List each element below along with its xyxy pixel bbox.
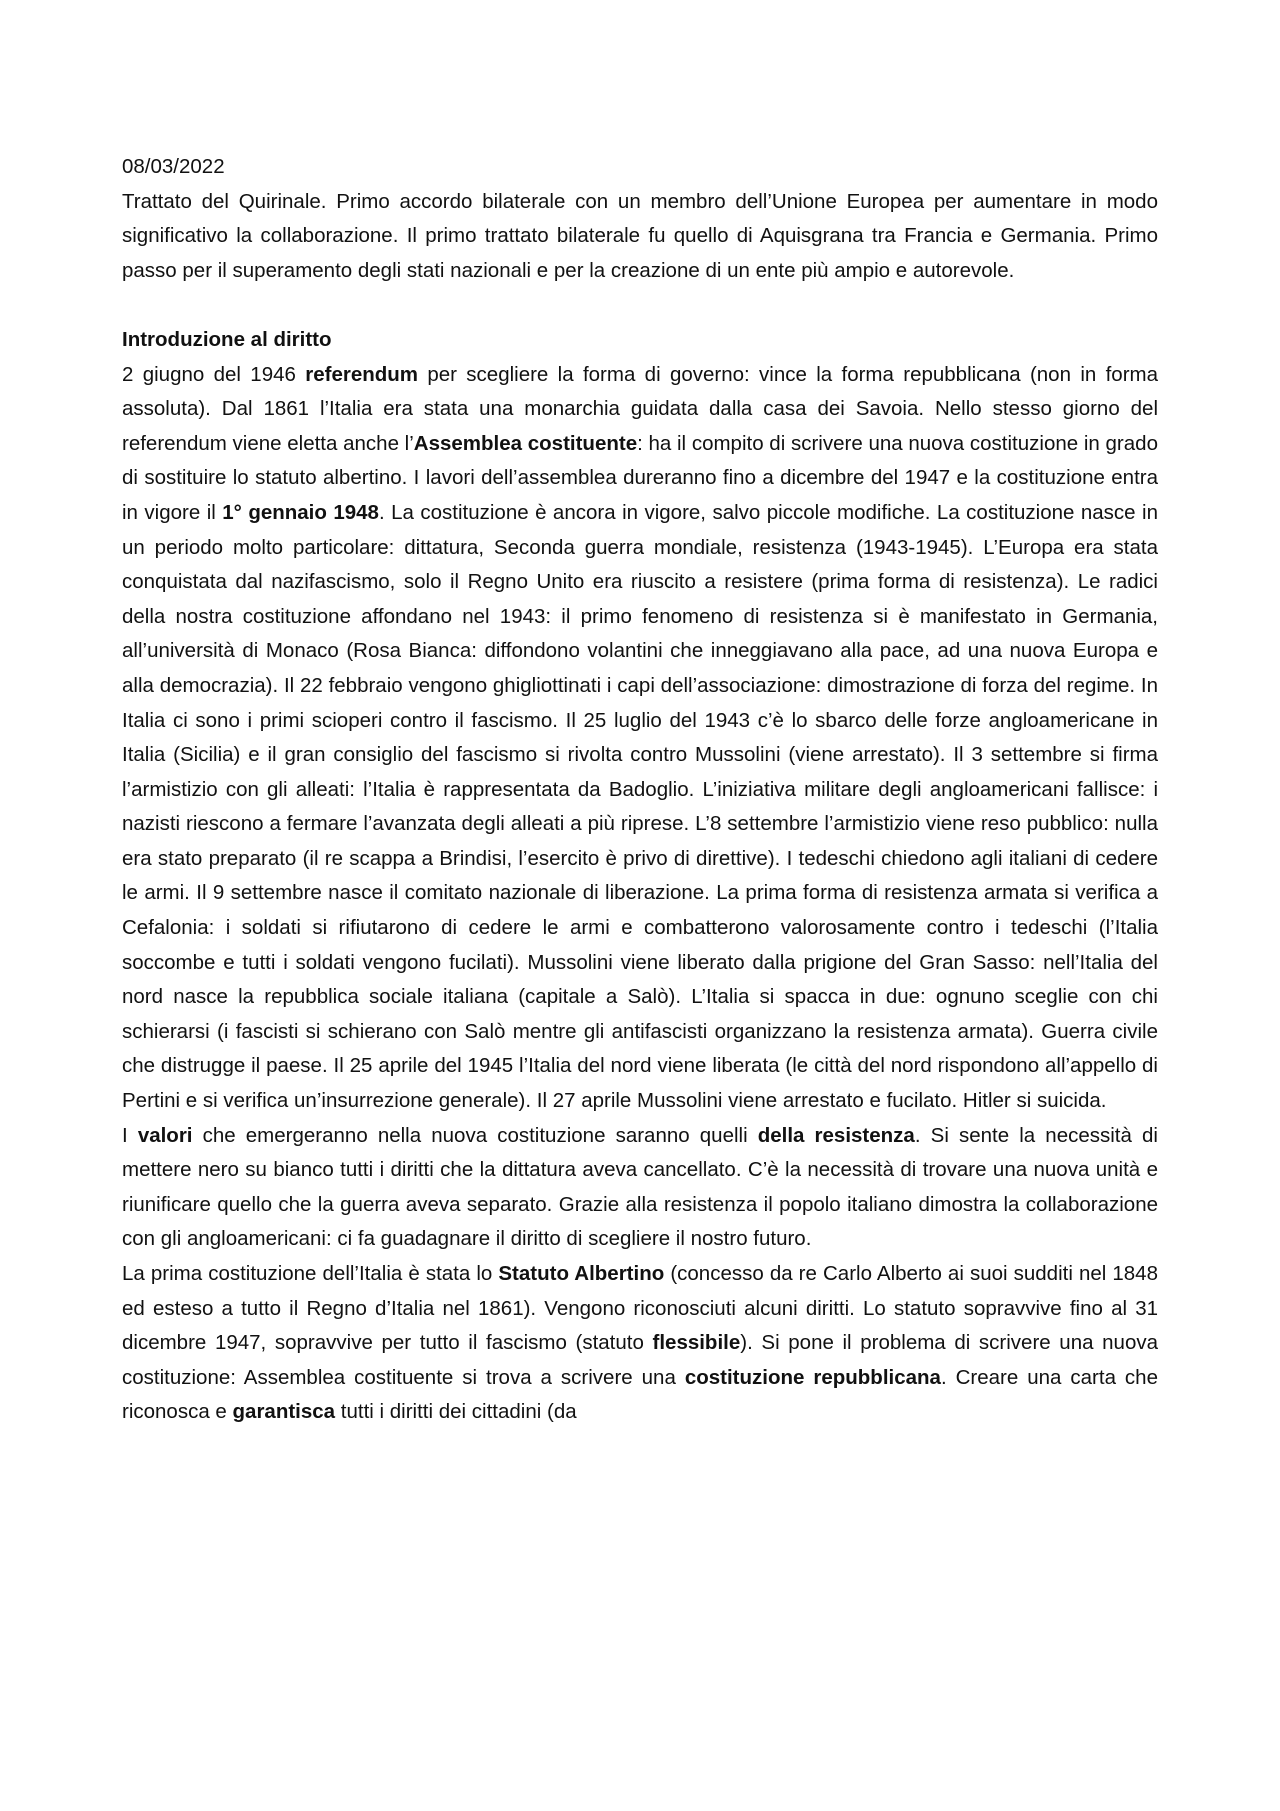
history-paragraph [122, 358, 1158, 1119]
bold-term-costituzione-repubblicana: costituzione repubblicana [684, 1365, 941, 1389]
document-page [122, 150, 1158, 1430]
bold-term-garantisca: garantisca [232, 1400, 336, 1424]
text-run: tutti i diritti dei cittadini (da [335, 1400, 577, 1424]
intro-paragraph: Trattato del Quirinale. Primo accordo bilaterale con un membro dell’Unione Europea per aumentare in modo significativo la collaborazione. Il primo trattato bilaterale fu quello di Aquisgrana tra Francia e Germania. Primo passo per il superamento degli stati nazionali e per la creazione di un ente più ampio e autorevole. [122, 189, 1158, 282]
text-run: . Si sente la necessità di mettere nero su bianco tutti i diritti che la dittatura aveva cancellato. C’è la necessità di trovare una nuova unità e riunificare quello che la guerra aveva separato. Grazie alla resistenza il popolo italiano dimostra la collaborazione con gli angloamericani: ci fa guadagnare il diritto di scegliere il nostro futuro. [122, 1123, 1158, 1251]
values-paragraph [122, 1119, 1158, 1257]
text-run: I [122, 1123, 138, 1147]
text-run: (concesso da re Carlo Alberto ai suoi sudditi nel 1848 ed esteso a tutto il Regno d’Italia nel 1861). Vengono riconosciuti alcuni diritti. Lo statuto sopravvive fino al 31 dicembre 1947, sopravvive per tutto il fascismo (statuto [122, 1262, 1158, 1355]
text-run: . Creare una carta che riconosca e [122, 1365, 1158, 1424]
text-run: ). Si pone il problema di scrivere una nuova costituzione: Assemblea costituente si trova a scrivere una [122, 1331, 1158, 1389]
text-run: . La costituzione è ancora in vigore, salvo piccole modifiche. La costituzione nasce in un periodo molto particolare: dittatura, Seconda guerra mondiale, resistenza (1943-1945). L’Europa era stata conquistata dal nazifascismo, solo il Regno Unito era riuscito a resistere (prima forma di resistenza). Le radici della nostra costituzione affondano nel 1943: il primo fenomeno di resistenza si è manifestato in Germania, all’università di Monaco (Rosa Bianca: diffondono volantini che inneggiavano alla pace, ad una nuova Europa e alla democrazia). Il 22 febbraio vengono ghigliottinati i capi dell’associazione: dimostrazione di forza del regime. In Italia ci sono i primi scioperi contro il fascismo. Il 25 luglio del 1943 c’è lo sbarco delle forze angloamericane in Italia (Sicilia) e il gran consiglio del fascismo si rivolta contro Mussolini (viene arrestato). Il 3 settembre si firma l’armistizio con gli alleati: l’Italia è rappresentata da Badoglio. L’iniziativa militare degli angloamericani fallisce: i nazisti riescono a fermare l’avanzata degli alleati a più riprese. L’8 settembre l’armistizio viene reso pubblico: nulla era stato preparato (il re scappa a Brindisi, l’esercito è privo di direttive). I tedeschi chiedono agli italiani di cedere le armi. Il 9 settembre nasce il comitato nazionale di liberazione. La prima forma di resistenza armata si verifica a Cefalonia: i soldati si rifiutarono di cedere le armi e combatterono valorosamente contro i tedeschi (l’Italia soccombe e tutti i soldati vengono fucilati). Mussolini viene liberato dalla prigione del Gran Sasso: nell’Italia del nord nasce la repubblica sociale italiana (capitale a Salò). L’Italia si spacca in due: ognuno sceglie con chi schierarsi (i fascisti si schierano con Salò mentre gli antifascisti organizzano la resistenza armata). Guerra civile che distrugge il paese. Il 25 aprile del 1945 l’Italia del nord viene liberata (le città del nord rispondono all’appello di Pertini e si verifica un’insurrezione generale). Il 27 aprile Mussolini viene arrestato e fucilato. Hitler si suicida. [122, 500, 1158, 1113]
bold-term-flessibile: flessibile [652, 1331, 741, 1355]
section-heading: Introduzione al diritto [122, 327, 332, 351]
text-run: : ha il compito di scrivere una nuova costituzione in grado di sostituire lo statuto albertino. I lavori dell’assemblea dureranno fino a dicembre del 1947 e la costituzione entra in vigore il [122, 431, 1158, 524]
statuto-paragraph [122, 1257, 1158, 1430]
bold-term-valori: valori [137, 1123, 193, 1147]
paragraph-spacer [122, 288, 1158, 323]
text-run: per scegliere la forma di governo: vince la forma repubblicana (non in forma assoluta). Dal 1861 l’Italia era stata una monarchia guidata dalla casa dei Savoia. Nello stesso giorno del referendum viene eletta anche l’ [122, 362, 1158, 455]
bold-term-resistenza: della resistenza [757, 1123, 915, 1147]
bold-term-statuto-albertino: Statuto Albertino [498, 1262, 665, 1285]
text-run: che emergeranno nella nuova costituzione saranno quelli [192, 1123, 758, 1147]
bold-term-referendum: referendum [305, 362, 419, 386]
bold-term-date: 1° gennaio 1948 [222, 500, 379, 524]
text-run: La prima costituzione dell’Italia è stata lo [122, 1262, 499, 1285]
bold-term-assemblea-costituente: Assemblea costituente [413, 431, 638, 455]
text-run: 2 giugno del 1946 [122, 362, 306, 386]
document-date: 08/03/2022 [122, 155, 225, 178]
